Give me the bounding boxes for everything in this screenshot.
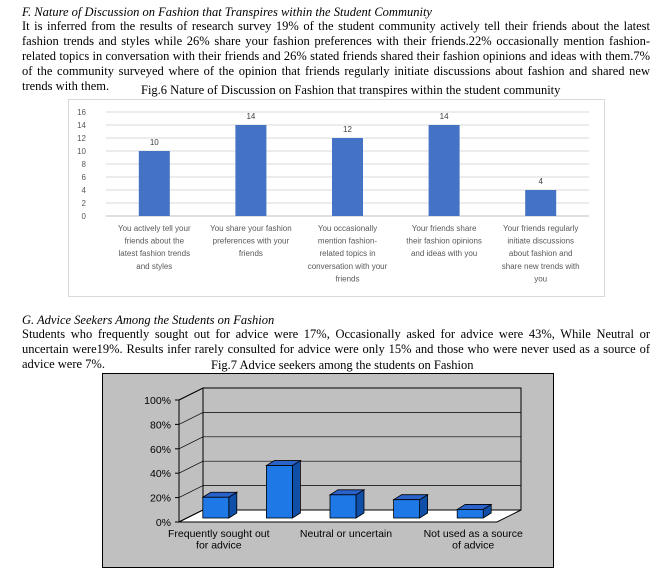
x-tick-label: Frequently sought out — [168, 528, 270, 540]
x-tick-label: you — [534, 274, 548, 284]
x-tick-label: latest fashion trends — [118, 249, 191, 259]
y-tick-label: 2 — [81, 199, 86, 208]
y-tick-label: 6 — [81, 173, 86, 182]
y-tick-label: 20% — [149, 492, 171, 505]
x-tick-label: friends about the — [124, 236, 185, 246]
x-tick-label: Your friends regularly — [503, 224, 579, 233]
x-tick-label: Your friends share — [411, 224, 477, 233]
bar — [429, 125, 460, 216]
data-label: 10 — [149, 138, 159, 147]
fig6-chart-svg — [69, 100, 604, 296]
y-tick-label: 0 — [81, 212, 86, 221]
bar — [235, 125, 266, 216]
x-tick-label: friends — [335, 274, 360, 284]
x-tick-label: share new trends with — [501, 261, 580, 271]
bar — [394, 500, 420, 518]
x-tick-label: about fashion and — [508, 249, 573, 259]
fig7-chart-svg — [103, 374, 553, 567]
x-tick-label: for advice — [196, 539, 242, 552]
data-label: 14 — [246, 112, 256, 121]
y-tick-label: 4 — [81, 186, 86, 195]
bar — [203, 497, 229, 518]
bar — [457, 509, 483, 518]
section-g-heading: G. Advice Seekers Among the Students on Fashion — [22, 313, 275, 327]
x-tick-label: friends — [238, 249, 263, 259]
side-wall — [179, 388, 203, 522]
data-label: 14 — [439, 112, 449, 121]
y-tick-label: 16 — [77, 108, 86, 117]
x-tick-label: You actively tell your — [117, 224, 191, 233]
x-tick-label: initiate discussions — [507, 236, 575, 246]
x-tick-label: Not used as a source — [423, 528, 523, 540]
y-tick-label: 60% — [149, 443, 171, 456]
bar — [139, 151, 170, 216]
y-tick-label: 14 — [77, 121, 86, 130]
fig7-caption: Fig.7 Advice seekers among the students on Fashion — [211, 358, 474, 372]
fig7-chart — [102, 373, 554, 568]
x-tick-label: You share your fashion — [210, 224, 292, 233]
bar — [332, 138, 363, 216]
data-label: 4 — [538, 177, 543, 186]
bar — [266, 466, 292, 518]
y-tick-label: 100% — [144, 395, 171, 407]
y-tick-label: 0% — [155, 517, 171, 529]
x-tick-label: and ideas with you — [410, 249, 478, 259]
y-tick-label: 12 — [77, 134, 86, 143]
x-tick-label: of advice — [452, 539, 495, 552]
fig6-chart — [68, 99, 605, 297]
bar — [525, 190, 556, 216]
x-tick-label: preferences with your — [212, 236, 290, 246]
section-f-heading: F. Nature of Discussion on Fashion that Transpires within the Student Community — [22, 5, 432, 19]
x-tick-label: their fashion opinions — [406, 236, 482, 246]
y-tick-label: 8 — [81, 160, 86, 169]
bar — [330, 495, 356, 518]
data-label: 12 — [343, 125, 352, 134]
section-g-paragraph: Students who frequently sought out for advice were 17%, Occasionally asked for advice were 43%, While Neutral or uncertain were19%. Results infer rarely consulted for advice were only 15% and those who were never used as a source of advice were 7%. — [22, 327, 650, 371]
x-tick-label: mention fashion- — [317, 236, 378, 246]
fig6-caption: Fig.6 Nature of Discussion on Fashion that transpires within the student community — [141, 83, 561, 97]
x-tick-label: Neutral or uncertain — [299, 528, 393, 540]
x-tick-label: conversation with your — [307, 261, 388, 271]
y-tick-label: 80% — [149, 419, 171, 432]
x-tick-label: and styles — [136, 261, 173, 271]
section-f-paragraph: It is inferred from the results of research survey 19% of the student community actively tell their friends about the latest fashion trends and styles while 26% share your fashion preferences with their friends.22% occasionally mention fashion-related topics in conversation with their friends and 26% stated friends shared their fashion opinions and ideas with them.7% of the community surveyed where of the opinion that friends regularly initiate discussions about fashion and shared new trends with them. — [22, 19, 650, 93]
y-tick-label: 10 — [77, 147, 86, 156]
y-tick-label: 40% — [149, 468, 171, 481]
x-tick-label: related topics in — [319, 249, 376, 259]
bar-side — [292, 461, 300, 518]
x-tick-label: You occasionally — [317, 224, 378, 233]
